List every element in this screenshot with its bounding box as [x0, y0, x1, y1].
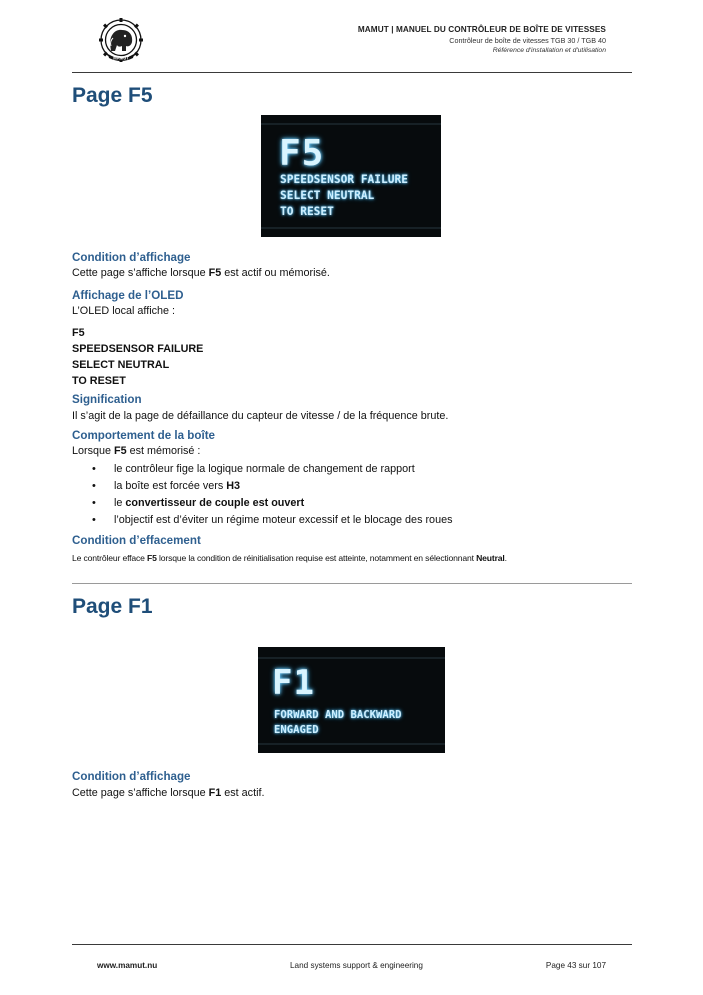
- header-title: MAMUT | MANUEL DU CONTRÔLEUR DE BOÎTE DE VITESSES: [357, 25, 606, 34]
- footer-rule: [72, 944, 632, 945]
- f5-clearing-heading: Condition d’effacement: [72, 534, 201, 547]
- oled-f5-code: F5: [279, 133, 325, 174]
- oled-f1-line2: ENGAGED: [274, 724, 319, 736]
- header-rule: [72, 72, 632, 73]
- f5-oled-line: SELECT NEUTRAL: [72, 359, 170, 371]
- f5-oled-line: TO RESET: [72, 375, 126, 387]
- f5-oled-intro: L’OLED local affiche :: [72, 305, 176, 317]
- list-item: • la boîte est forcée vers H3: [92, 480, 452, 497]
- oled-f5-line1: SPEEDSENSOR FAILURE: [280, 173, 408, 186]
- footer-page-number: Page 43 sur 107: [545, 961, 606, 970]
- f5-behavior-list: [92, 463, 452, 530]
- oled-f5-line2: SELECT NEUTRAL: [280, 189, 375, 202]
- header-subtitle: Contrôleur de boîte de vitesses TGB 30 / TGB 40: [449, 36, 606, 45]
- oled-photo-f1: [258, 647, 445, 753]
- f5-behavior-intro: Lorsque F5 est mémorisé :: [72, 445, 201, 457]
- oled-photo-f5: [261, 115, 441, 237]
- oled-f5-line3: TO RESET: [280, 205, 334, 218]
- f5-oled-line: F5: [72, 327, 85, 339]
- list-item: • l’objectif est d’éviter un régime moteur excessif et le blocage des roues: [92, 514, 452, 531]
- f5-meaning-heading: Signification: [72, 393, 142, 406]
- f5-oled-lines: [72, 325, 203, 389]
- svg-text:MAMUT: MAMUT: [113, 55, 129, 61]
- list-item: • le contrôleur fige la logique normale de changement de rapport: [92, 463, 452, 480]
- f5-display-condition-text: Cette page s’affiche lorsque F5 est actif ou mémorisé.: [72, 267, 330, 279]
- oled-f1-line1: FORWARD AND BACKWARD: [274, 709, 402, 721]
- f1-display-condition-text: Cette page s’affiche lorsque F1 est actif.: [72, 787, 265, 799]
- list-item: • le convertisseur de couple est ouvert: [92, 497, 452, 514]
- oled-f1-code: F1: [272, 663, 315, 703]
- footer-website: www.mamut.nu: [97, 961, 158, 970]
- footer-tagline: Land systems support & engineering: [290, 961, 423, 970]
- f1-display-condition-heading: Condition d’affichage: [72, 770, 191, 783]
- section-divider: [72, 583, 632, 584]
- section-title-f1: Page F1: [72, 595, 153, 618]
- section-title-f5: Page F5: [72, 84, 153, 107]
- f5-clearing-text: Le contrôleur efface F5 lorsque la condition de réinitialisation requise est atteinte, notamment en sélectionnant Neutral.: [72, 553, 507, 563]
- f5-display-condition-heading: Condition d’affichage: [72, 251, 191, 264]
- running-header: [358, 25, 606, 54]
- header-reference: Référence d'installation et d'utilisation: [492, 47, 606, 54]
- f5-meaning-text: Il s’agit de la page de défaillance du capteur de vitesse / de la fréquence brute.: [72, 410, 449, 422]
- f5-behavior-heading: Comportement de la boîte: [72, 429, 216, 442]
- f5-oled-heading: Affichage de l’OLED: [72, 289, 184, 302]
- mamut-logo: [96, 18, 146, 64]
- f5-oled-line: SPEEDSENSOR FAILURE: [72, 343, 204, 355]
